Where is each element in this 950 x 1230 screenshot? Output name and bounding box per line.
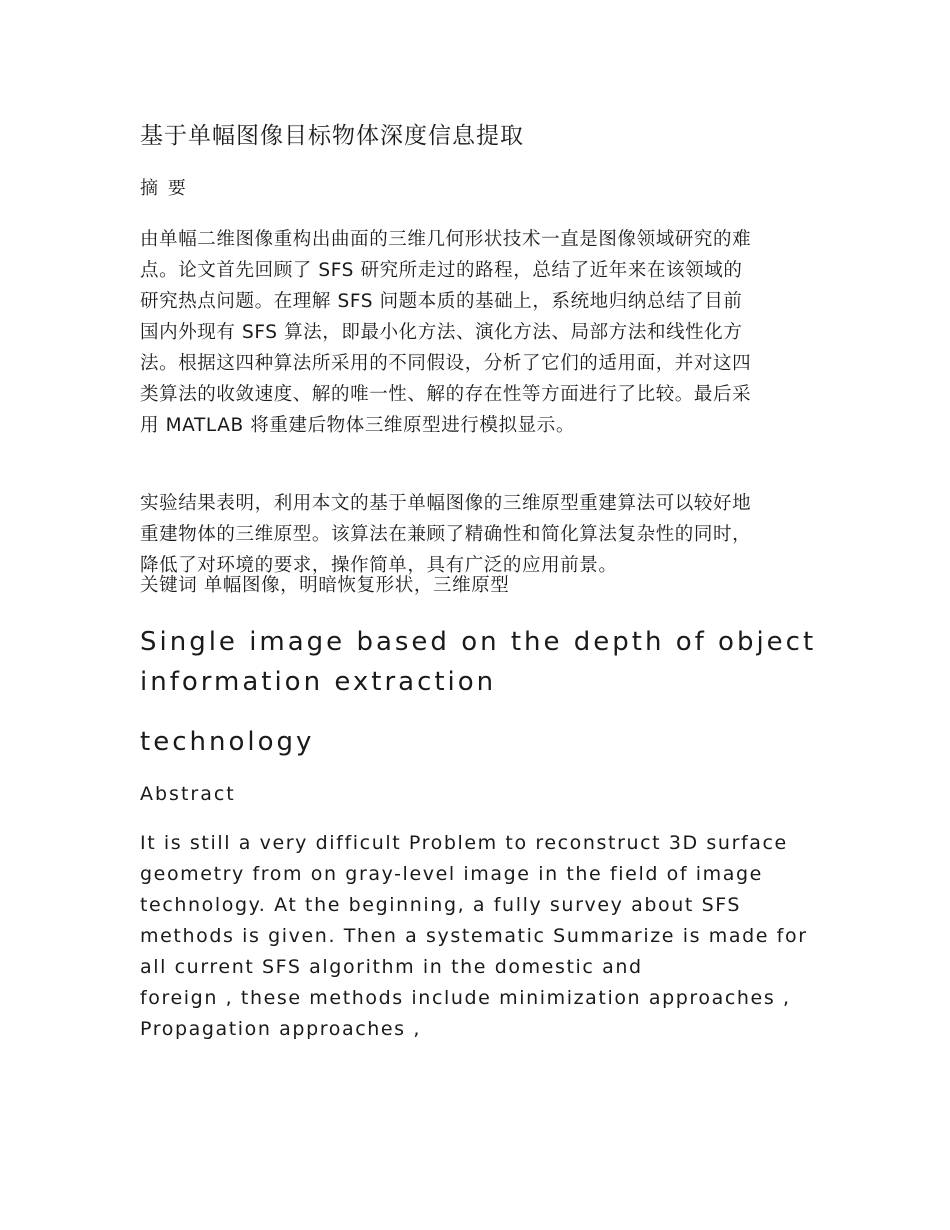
text-line: 由单幅二维图像重构出曲面的三维几何形状技术一直是图像领域研究的难 (140, 229, 752, 250)
english-title-continuation: technology (140, 727, 315, 757)
text-line: 国内外现有 SFS 算法，即最小化方法、演化方法、局部方法和线性化方 (140, 322, 743, 343)
text-line: 法。根据这四种算法所采用的不同假设，分析了它们的适用面，并对这四 (140, 353, 752, 374)
chinese-abstract-paragraph-2 (140, 488, 820, 581)
english-abstract-heading: Abstract (140, 783, 236, 805)
chinese-abstract-heading: 摘 要 (140, 178, 188, 199)
text-line: It is still a very difficult Problem to reconstruct 3D surface (140, 832, 788, 854)
text-line: methods is given. Then a systematic Summarize is made for (140, 925, 808, 947)
title-line: information extraction (140, 667, 497, 697)
chinese-keywords: 关键词 单幅图像，明暗恢复形状，三维原型 (140, 575, 510, 596)
text-line: 重建物体的三维原型。该算法在兼顾了精确性和简化算法复杂性的同时， (140, 524, 752, 545)
text-line: all current SFS algorithm in the domestic and (140, 956, 643, 978)
chinese-abstract-paragraph-1 (140, 224, 820, 441)
text-line: technology. At the beginning, a fully survey about SFS (140, 894, 742, 916)
text-line: geometry from on gray-level image in the field of image (140, 863, 763, 885)
chinese-title: 基于单幅图像目标物体深度信息提取 (140, 123, 524, 149)
title-line: Single image based on the depth of object (140, 627, 817, 657)
text-line: 用 MATLAB 将重建后物体三维原型进行模拟显示。 (140, 415, 575, 436)
text-line: 点。论文首先回顾了 SFS 研究所走过的路程，总结了近年来在该领域的 (140, 260, 743, 281)
text-line: 研究热点问题。在理解 SFS 问题本质的基础上，系统地归纳总结了目前 (140, 291, 743, 312)
text-line: 类算法的收敛速度、解的唯一性、解的存在性等方面进行了比较。最后采 (140, 384, 752, 405)
text-line: foreign , these methods include minimization approaches , (140, 987, 791, 1009)
english-abstract-paragraph (140, 828, 820, 1045)
english-title (140, 622, 820, 702)
text-line: Propagation approaches , (140, 1018, 421, 1040)
text-line: 实验结果表明，利用本文的基于单幅图像的三维原型重建算法可以较好地 (140, 493, 752, 514)
text-line: 降低了对环境的要求，操作简单，具有广泛的应用前景。 (140, 555, 618, 576)
